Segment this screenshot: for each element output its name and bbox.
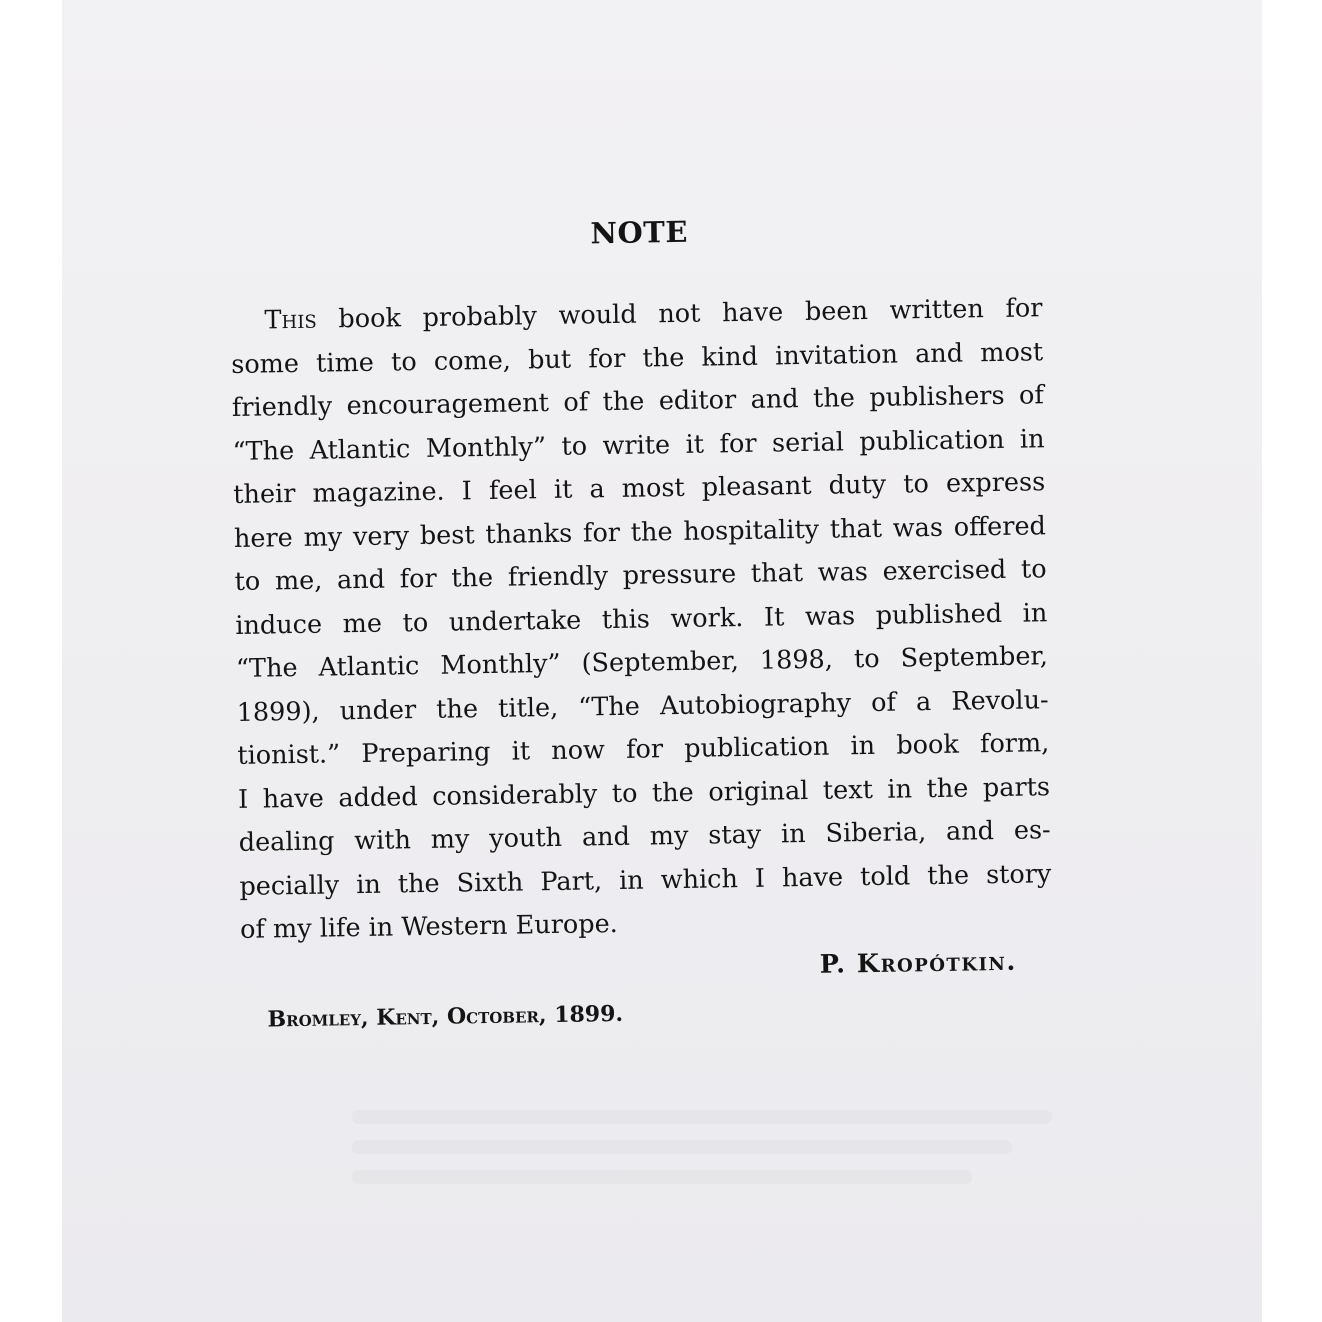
paragraph-line: some time to come, but for the kind invitation and most [231, 336, 1044, 380]
paragraph-line: their magazine. I feel it a most pleasant duty to express [233, 467, 1046, 510]
author-signature: P. Kropótkin. [819, 946, 1017, 980]
page-title: NOTE [590, 214, 689, 251]
paragraph-line: “The Atlantic Monthly” (September, 1898, to September, [235, 641, 1049, 684]
paragraph-line: of my life in Western Europe. [239, 908, 618, 945]
lead-word: This [264, 304, 317, 336]
paragraph-line: dealing with my youth and my stay in Siberia, and es- [238, 815, 1051, 858]
note-paragraph [230, 287, 1052, 952]
paragraph-line: 1899), under the title, “The Autobiography of a Revolu- [236, 684, 1049, 728]
note-text-block [229, 209, 1054, 1040]
paragraph-line: friendly encouragement of the editor and the publishers of [231, 380, 1045, 423]
paragraph-line: induce me to undertake this work. It was published in [235, 597, 1048, 641]
paragraph-line: to me, and for the friendly pressure that was exercised to [234, 554, 1047, 597]
paragraph-line: tionist.” Preparing it now for publication in book form, [237, 728, 1050, 771]
show-through-text [352, 1140, 1012, 1154]
paragraph-line: “The Atlantic Monthly” to write it for serial publication in [232, 423, 1045, 467]
line-text: book probably would not have been written for [316, 293, 1043, 335]
place-date-line: Bromley, Kent, October, 1899. [267, 1000, 624, 1033]
show-through-text [352, 1170, 972, 1184]
paragraph-line: pecially in the Sixth Part, in which I have told the story [239, 858, 1052, 902]
paragraph-line: here my very best thanks for the hospitality that was offered [233, 510, 1047, 554]
paragraph-line: I have added considerably to the original text in the parts [237, 771, 1051, 815]
show-through-text [352, 1110, 1052, 1124]
